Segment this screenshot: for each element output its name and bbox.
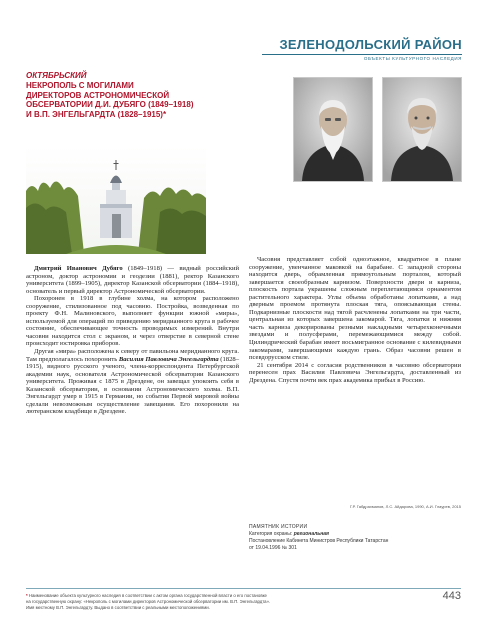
monument-info xyxy=(249,524,461,552)
footnote-line: Имя местному В.П. Энгельгардту. Выдано в соответствии с реальными местоположениями. xyxy=(26,605,210,610)
paragraph: 21 сентября 2014 с согласия родственников в часовню обсерватории перенесен прах Василия Павловича Энгельгардта, доставленный из Дрездена. Спустя почти век прах академика прибыл в Россию. xyxy=(249,361,461,384)
protection-label: Категория охраны: xyxy=(249,531,294,537)
person-name-engelhardt: Василия Павловича Энгельгардта xyxy=(118,355,219,363)
authors-credit: Г.Р. Габдрахманов, Л.С. Айдарова, 1990, А.И. Глаурев, 2015 xyxy=(349,504,461,509)
monument-category: ПАМЯТНИК ИСТОРИИ xyxy=(249,524,308,530)
district-label: ОКТЯБРЬСКИЙ xyxy=(26,71,87,80)
paragraph xyxy=(26,265,239,295)
paragraph: Похоронен в 1918 в глубине холма, на котором расположено сооружение, стилизованное под часовню. Постройка, возведенная по проекту Ф.Н. Малиновского, выполняет функции южной «миры», используемой для операций по приведению меридианного круга в рабочее состояние, обеспечивающее точность проводимых измерений. Внутри часовни находится стол с экраном, и через отверстие в северной стене происходит юстировка приборов. xyxy=(26,295,239,348)
paragraph-text: Другая «мира» расположена к северу от павильона меридианного круга. Там предполагалось похоронить xyxy=(26,348,239,363)
chapel-photo xyxy=(26,146,206,254)
paragraph-text: (1849–1918) — видный российский астроном, доктор астрономии и геодезии (1881), ректор Казанского университета (1899–1905), директор Казанской обсерватории (1884–1918), основатель и первый директор Астрономической обсерватории. xyxy=(26,265,239,295)
footnote-marker: * xyxy=(26,593,28,598)
portrait-dubyago xyxy=(293,77,373,182)
paragraph: Часовня представляет собой одноэтажное, квадратное в плане сооружение, увенчанное маковкой на барабане. С западной стороны находится дверь, обрамленная прямоугольным порталом, который завершается своеобразным карнизом. Поверхности двери и карниза, плоскость портала украшены сложным переплетающимся орнаментом растительного характера. Углы объема обработаны лопатками, а над дверным проемом протянута плоская тяга, опоясывающая стены. Подкарнизные плоскости над тягой расчленены лопатками на три части, центральная из которых завершена закомарой. Тяга, лопатки и нижняя часть карниза декорированы резными накладными четырехконечными звездами и полусферами, перемежающимися между собой. Цилиндрический барабан имеет восьмигранное основание с килевидными закомарами, завершающими каждую грань. Образ часовни решен в псевдорусском стиле. xyxy=(249,256,461,362)
footer-rule xyxy=(26,588,461,589)
title-line: НЕКРОПОЛЬ С МОГИЛАМИ xyxy=(26,81,134,90)
footnote xyxy=(26,593,406,611)
portrait-engelhardt xyxy=(382,77,462,182)
header-rule xyxy=(262,54,462,55)
footnote-text: Наименование объекта культурного наследия в соответствии с актом органа государственной власти о его постановке xyxy=(28,593,267,598)
right-text-column xyxy=(249,256,461,384)
paragraph xyxy=(26,348,239,416)
running-header xyxy=(262,38,462,61)
decree-date: от 19.04.1996 № 301 xyxy=(249,545,297,551)
title-line: ОБСЕРВАТОРИИ Д.И. ДУБЯГО (1849–1918) xyxy=(26,100,194,109)
title-line: ДИРЕКТОРОВ АСТРОНОМИЧЕСКОЙ xyxy=(26,90,170,100)
left-text-column xyxy=(26,265,239,416)
person-name-dubyago: Дмитрий Иванович Дубяго xyxy=(34,265,123,272)
title-line: И В.П. ЭНГЕЛЬГАРДТА (1828–1915)* xyxy=(26,109,167,119)
section-subtitle: ОБЪЕКТЫ КУЛЬТУРНОГО НАСЛЕДИЯ xyxy=(363,56,462,61)
article-title-block xyxy=(26,71,256,119)
footnote-line: на государственную охрану: «Некрополь с могилами директоров Астрономической обсерватории им. В.П. Энгельгардта». xyxy=(26,599,271,604)
page-number: 443 xyxy=(442,590,461,602)
protection-category xyxy=(249,531,461,538)
decree-text: Постановление Кабинета Министров Республики Татарстан xyxy=(249,538,389,544)
section-title: ЗЕЛЕНОДОЛЬСКИЙ РАЙОН xyxy=(279,37,462,52)
paragraph-text: (1828–1915), видного русского ученого, члена-корреспондента Петербургской академии наук, основателя Астрономической обсерватории Казанского университета. Проживая с 1875 в Дрездене, он завещал упокоить себя в Казанской обсерватории, в основании Астрономического холма. В.П. Энгельгардт умер в 1915 в Германии, но события Первой мировой войны сделали невозможным осуществление завещания. Его похоронили на лютеранском кладбище в Дрездене. xyxy=(26,355,239,416)
protection-value: региональная xyxy=(293,531,329,537)
